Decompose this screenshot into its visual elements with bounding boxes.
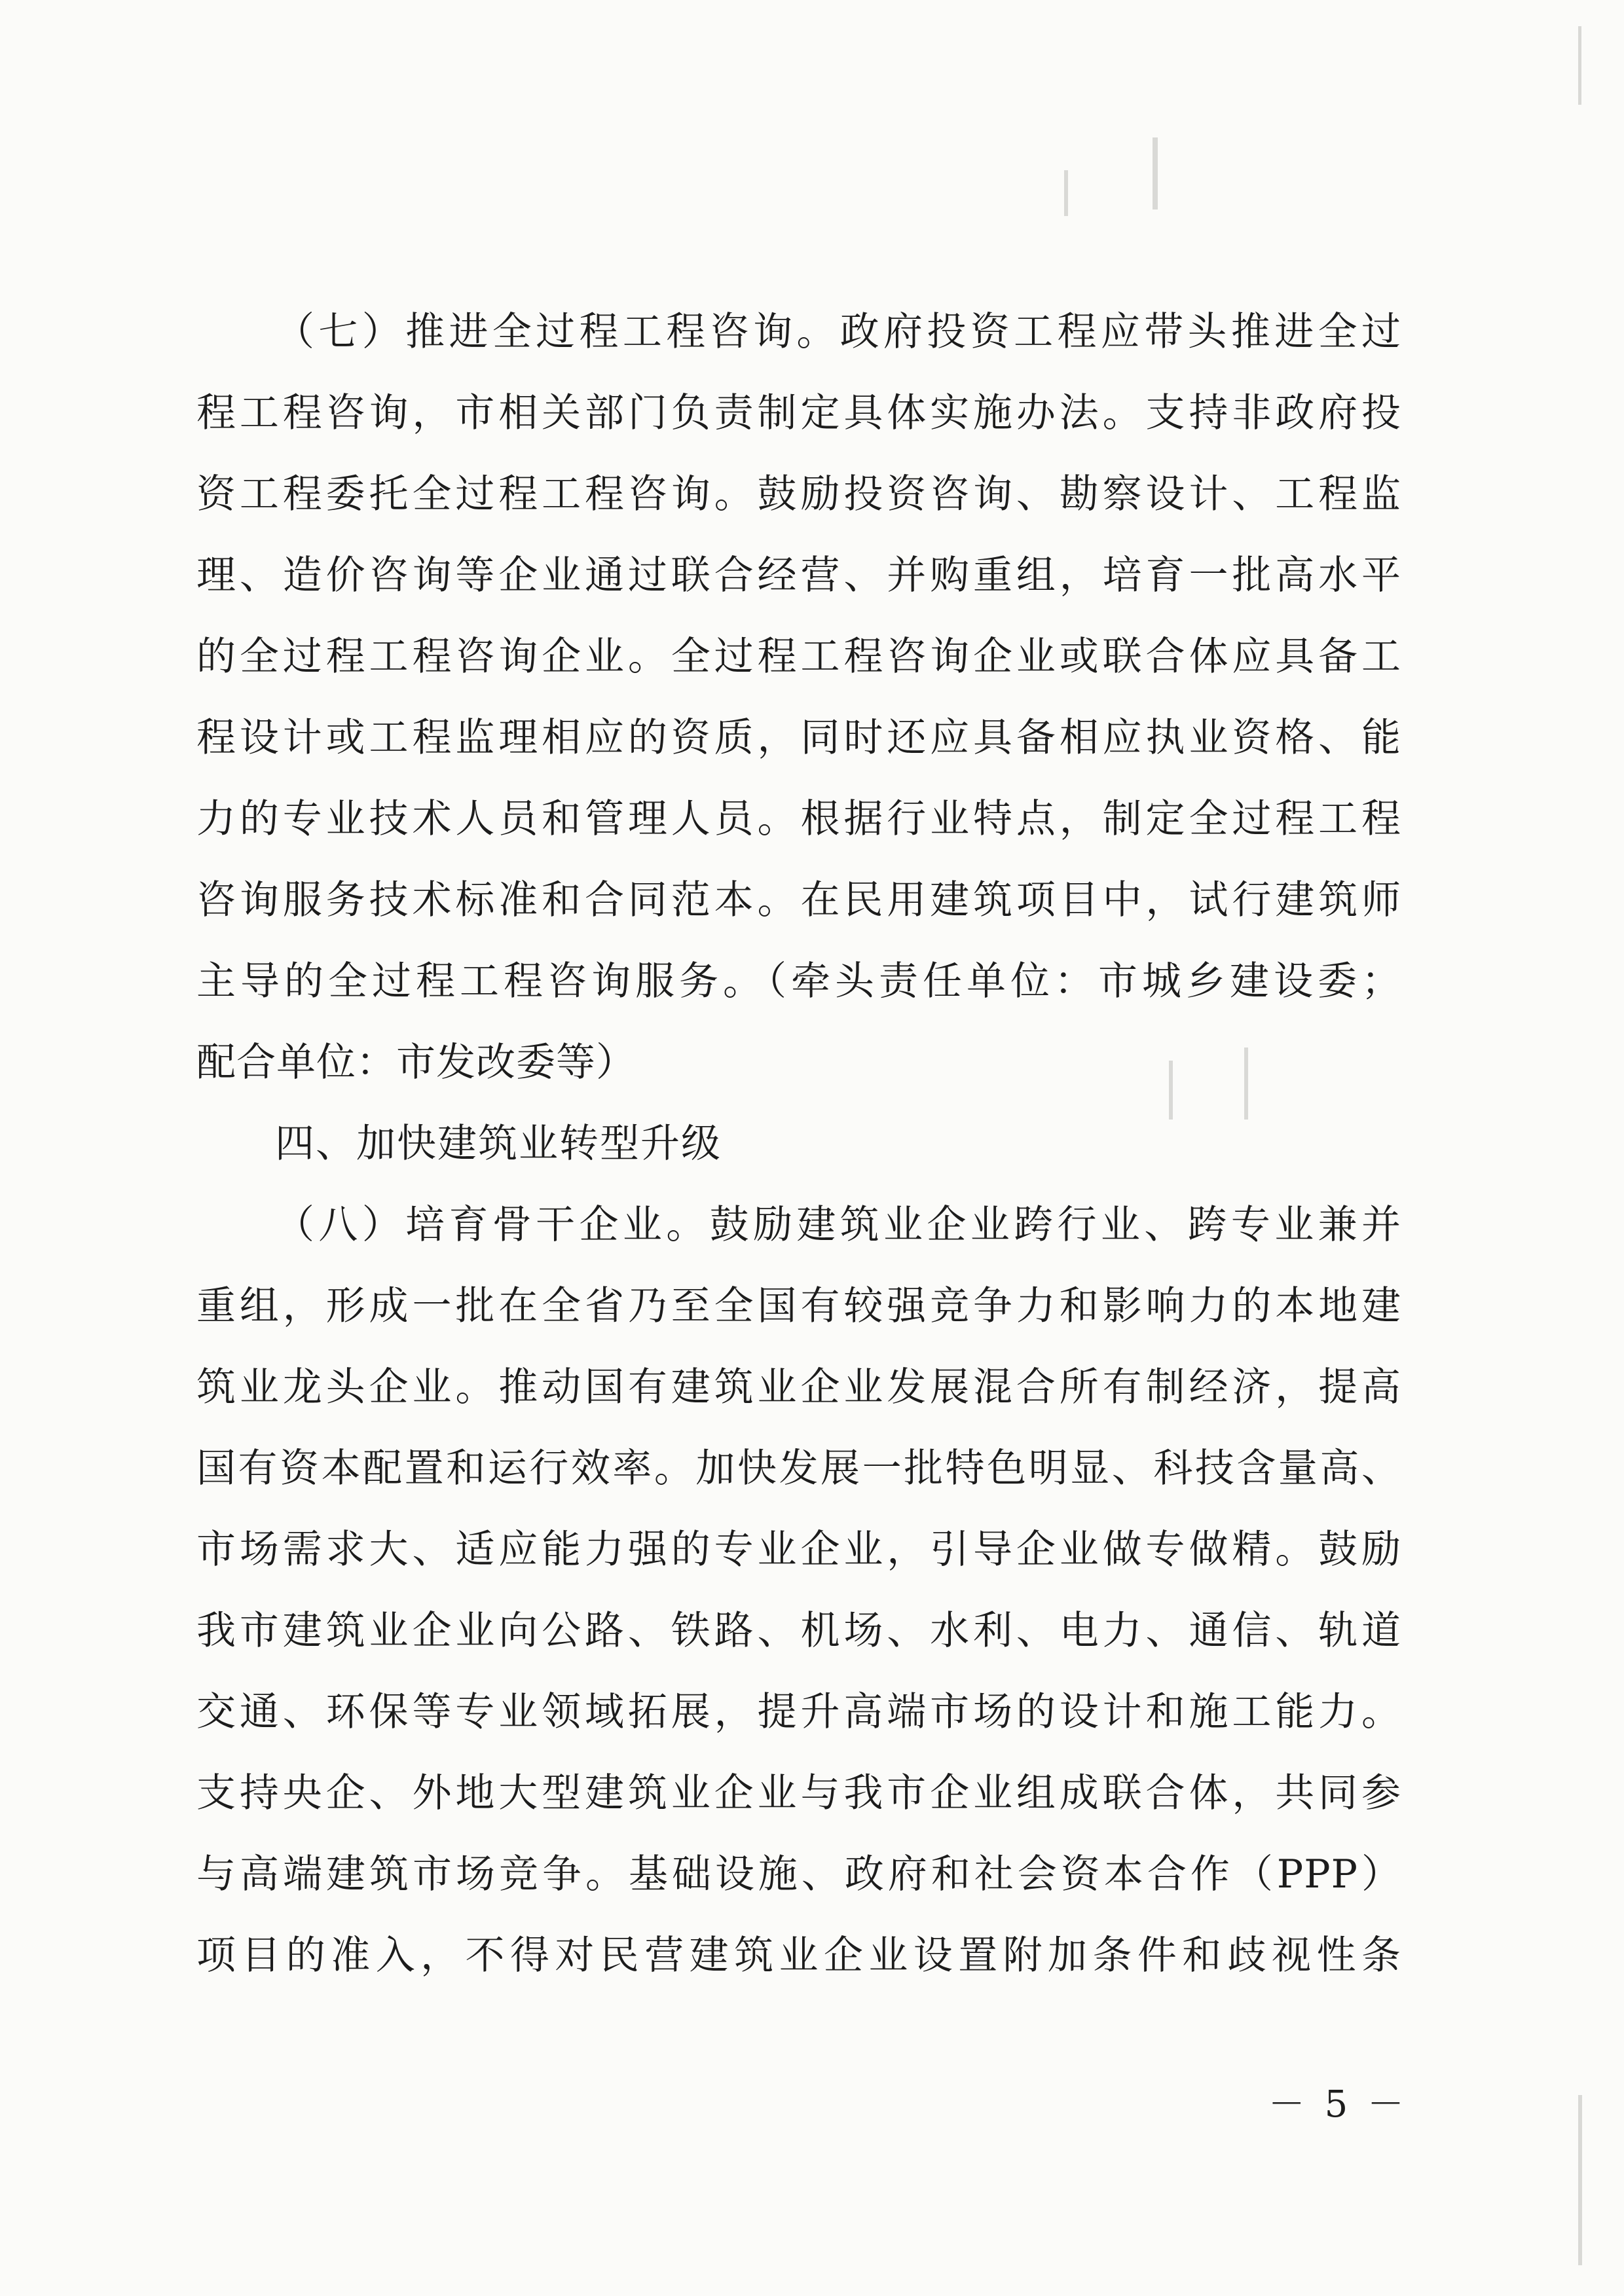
paragraph-7-line-7: 力的专业技术人员和管理人员。根据行业特点，制定全过程工程 [196,796,1401,842]
document-body [196,291,1401,1996]
paragraph-8-line-5: 市场需求大、适应能力强的专业企业，引导企业做专做精。鼓励 [196,1527,1401,1573]
scan-artifact [1153,137,1158,210]
paragraph-8-line-7: 交通、环保等专业领域拓展，提升高端市场的设计和施工能力。 [196,1689,1401,1735]
paragraph-8-line-8: 支持央企、外地大型建筑业企业与我市企业组成联合体，共同参 [196,1770,1401,1816]
paragraph-7-line-1: （七）推进全过程工程咨询。政府投资工程应带头推进全过 [275,309,1401,355]
scan-artifact [1578,26,1581,105]
paragraph-7-line-8: 咨询服务技术标准和合同范本。在民用建筑项目中，试行建筑师 [196,877,1401,923]
section-heading-4: 四、加快建筑业转型升级 [275,1121,722,1167]
paragraph-8-line-2: 重组，形成一批在全省乃至全国有较强竞争力和影响力的本地建 [196,1283,1401,1329]
paragraph-7-line-4: 理、造价咨询等企业通过联合经营、并购重组，培育一批高水平 [196,553,1401,598]
paragraph-7-line-3: 资工程委托全过程工程咨询。鼓励投资咨询、勘察设计、工程监 [196,471,1401,517]
scan-artifact [1064,170,1068,216]
paragraph-7-line-9: 主导的全过程工程咨询服务。（牵头责任单位：市城乡建设委； [196,958,1401,1004]
page-number: － 5 － [1268,2083,1408,2126]
paragraph-8-line-9: 与高端建筑市场竞争。基础设施、政府和社会资本合作（PPP） [196,1851,1401,1897]
paragraph-7-line-6: 程设计或工程监理相应的资质，同时还应具备相应执业资格、能 [196,715,1401,761]
paragraph-8-line-6: 我市建筑业企业向公路、铁路、机场、水利、电力、通信、轨道 [196,1608,1401,1654]
paragraph-7-line-2: 程工程咨询，市相关部门负责制定具体实施办法。支持非政府投 [196,390,1401,436]
paragraph-8-line-3: 筑业龙头企业。推动国有建筑业企业发展混合所有制经济，提高 [196,1364,1401,1410]
scan-artifact [1578,2095,1582,2265]
paragraph-8-line-4: 国有资本配置和运行效率。加快发展一批特色明显、科技含量高、 [196,1446,1401,1491]
paragraph-7-line-5: 的全过程工程咨询企业。全过程工程咨询企业或联合体应具备工 [196,634,1401,680]
paragraph-7-line-10: 配合单位：市发改委等） [196,1040,636,1085]
paragraph-8-line-1: （八）培育骨干企业。鼓励建筑业企业跨行业、跨专业兼并 [275,1202,1401,1248]
paragraph-8-line-10: 项目的准入，不得对民营建筑业企业设置附加条件和歧视性条 [196,1933,1401,1978]
